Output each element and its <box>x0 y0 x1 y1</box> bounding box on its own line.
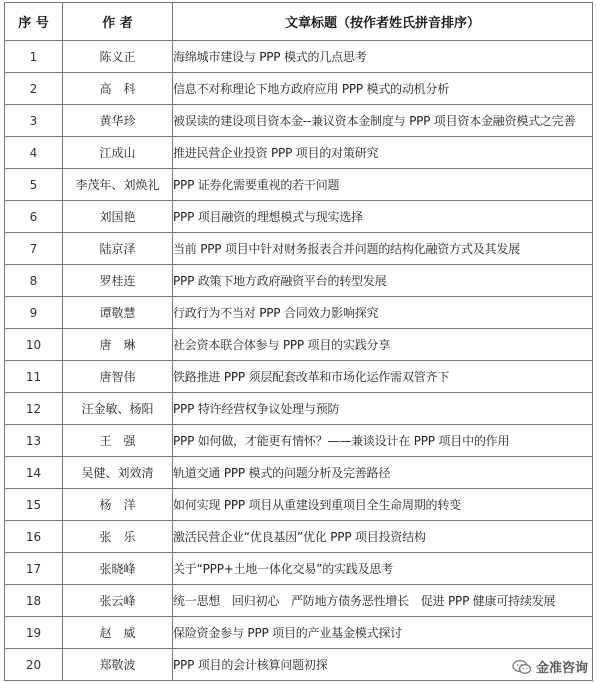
row-number: 17 <box>5 553 63 585</box>
table-row <box>5 457 593 489</box>
wechat-icon <box>512 659 532 675</box>
table-row <box>5 521 593 553</box>
table-row <box>5 265 593 297</box>
row-author: 吴健、刘效清 <box>63 457 173 489</box>
row-number: 13 <box>5 425 63 457</box>
row-title: 行政行为不当对 PPP 合同效力影响探究 <box>173 297 593 329</box>
table-row <box>5 297 593 329</box>
row-author: 江成山 <box>63 137 173 169</box>
row-number: 4 <box>5 137 63 169</box>
table-row <box>5 617 593 649</box>
row-number: 3 <box>5 105 63 137</box>
row-title: 社会资本联合体参与 PPP 项目的实践分享 <box>173 329 593 361</box>
row-number: 8 <box>5 265 63 297</box>
row-author: 唐智伟 <box>63 361 173 393</box>
row-author: 赵 威 <box>63 617 173 649</box>
row-title: PPP 项目融资的理想模式与现实选择 <box>173 201 593 233</box>
table-row <box>5 585 593 617</box>
row-author: 李茂年、刘焕礼 <box>63 169 173 201</box>
row-title: PPP 证券化需要重视的若干问题 <box>173 169 593 201</box>
row-author: 陈义正 <box>63 41 173 73</box>
table-row <box>5 105 593 137</box>
row-title: PPP 项目的会计核算问题初探 <box>173 649 593 681</box>
row-number: 19 <box>5 617 63 649</box>
row-author: 罗桂连 <box>63 265 173 297</box>
header-title: 文章标题（按作者姓氏拼音排序） <box>173 3 593 41</box>
row-title: 统一思想 回归初心 严防地方债务恶性增长 促进 PPP 健康可持续发展 <box>173 585 593 617</box>
row-number: 18 <box>5 585 63 617</box>
table-row <box>5 553 593 585</box>
row-author: 王 强 <box>63 425 173 457</box>
row-number: 7 <box>5 233 63 265</box>
row-number: 15 <box>5 489 63 521</box>
row-title: PPP 如何做，才能更有情怀？——兼谈设计在 PPP 项目中的作用 <box>173 425 593 457</box>
row-title: 当前 PPP 项目中针对财务报表合并问题的结构化融资方式及其发展 <box>173 233 593 265</box>
table-row <box>5 489 593 521</box>
row-title: PPP 特许经营权争议处理与预防 <box>173 393 593 425</box>
table-row <box>5 329 593 361</box>
table-row <box>5 361 593 393</box>
header-author: 作 者 <box>63 3 173 41</box>
row-author: 陆京泽 <box>63 233 173 265</box>
row-title: 轨道交通 PPP 模式的问题分析及完善路径 <box>173 457 593 489</box>
row-title: 保险资金参与 PPP 项目的产业基金模式探讨 <box>173 617 593 649</box>
table-row <box>5 137 593 169</box>
row-number: 11 <box>5 361 63 393</box>
row-title: 被误读的建设项目资本金--兼议资本金制度与 PPP 项目资本金融资模式之完善 <box>173 105 593 137</box>
header-row <box>5 3 593 41</box>
row-title: 海绵城市建设与 PPP 模式的几点思考 <box>173 41 593 73</box>
row-author: 郑敬波 <box>63 649 173 681</box>
row-author: 张云峰 <box>63 585 173 617</box>
row-number: 10 <box>5 329 63 361</box>
row-author: 汪金敏、杨阳 <box>63 393 173 425</box>
row-author: 唐 琳 <box>63 329 173 361</box>
table-row <box>5 425 593 457</box>
table-row <box>5 41 593 73</box>
row-title: 推进民营企业投资 PPP 项目的对策研究 <box>173 137 593 169</box>
row-author: 刘国艳 <box>63 201 173 233</box>
table-row <box>5 649 593 681</box>
row-author: 杨 洋 <box>63 489 173 521</box>
row-number: 6 <box>5 201 63 233</box>
row-title: 信息不对称理论下地方政府应用 PPP 模式的动机分析 <box>173 73 593 105</box>
row-number: 20 <box>5 649 63 681</box>
row-title: PPP 政策下地方政府融资平台的转型发展 <box>173 265 593 297</box>
row-author: 高 科 <box>63 73 173 105</box>
table-row <box>5 393 593 425</box>
table-row <box>5 201 593 233</box>
watermark-text: 金准咨询 <box>535 661 588 676</box>
table-row <box>5 73 593 105</box>
table-body <box>5 41 593 681</box>
row-number: 5 <box>5 169 63 201</box>
table-row <box>5 233 593 265</box>
row-author: 张 乐 <box>63 521 173 553</box>
row-number: 9 <box>5 297 63 329</box>
watermark <box>509 656 591 677</box>
row-author: 黄华珍 <box>63 105 173 137</box>
table-row <box>5 169 593 201</box>
row-number: 12 <box>5 393 63 425</box>
row-number: 2 <box>5 73 63 105</box>
header-number: 序 号 <box>5 3 63 41</box>
row-title: 铁路推进 PPP 须层配套改革和市场化运作需双管齐下 <box>173 361 593 393</box>
row-number: 16 <box>5 521 63 553</box>
row-title: 关于“PPP+土地一体化交易”的实践及思考 <box>173 553 593 585</box>
row-author: 张晓峰 <box>63 553 173 585</box>
row-number: 14 <box>5 457 63 489</box>
row-title: 如何实现 PPP 项目从重建设到重项目全生命周期的转变 <box>173 489 593 521</box>
article-table <box>4 2 593 681</box>
row-author: 谭敬慧 <box>63 297 173 329</box>
row-number: 1 <box>5 41 63 73</box>
row-title: 激活民营企业“优良基因”优化 PPP 项目投资结构 <box>173 521 593 553</box>
